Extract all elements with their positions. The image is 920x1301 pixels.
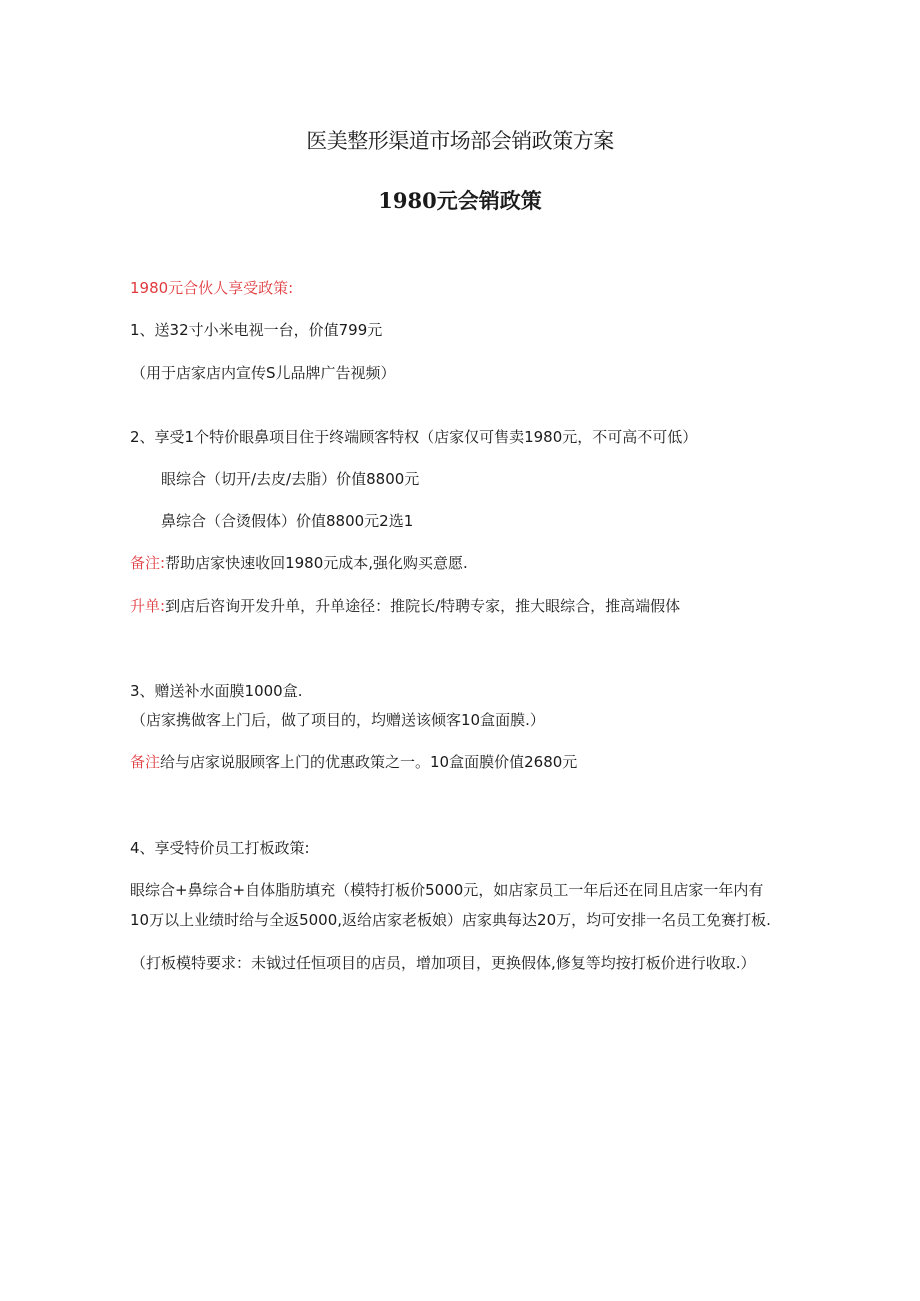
item-4-detail-line-1: 眼综合+鼻综合+自体脂肪填充（模特打板价5000元，如店家员工一年后还在同且店家一年内有 [130,881,764,899]
item-2-remark [130,553,468,573]
item-4-staff-policy: 4、享受特价员工打板政策: [130,839,310,857]
item-3-remark [130,752,577,772]
item-2-eye-option: 眼综合（切开/去皮/去脂）价值8800元 [161,470,420,488]
item-3-masks: 3、赠送补水面膜1000盒. [130,682,303,700]
item-2-upsell [130,596,680,616]
item-1-note: （用于店家店内宣传S儿品牌广告视频） [131,364,396,382]
upsell-text: 到店后咨询开发升单，升单途径：推院长/特聘专家，推大眼综合，推高端假体 [165,597,681,615]
remark-text: 帮助店家快速收回1980元成本,强化购买意愿. [165,554,468,572]
remark-text: 给与店家说服顾客上门的优惠政策之一。10盒面膜价值2680元 [160,753,578,771]
item-2-nose-option: 鼻综合（合烫假体）价值8800元2选1 [161,512,414,530]
document-title: 医美整形渠道市场部会销政策方案 [306,129,614,153]
item-4-note: （打板模特要求：未钺过任恒项目的店员，增加项目，更换假体,修复等均按打板价进行收取.） [131,954,756,972]
remark-label: 备注: [130,554,166,572]
document-subtitle: 1980元会销政策 [378,188,542,213]
item-3-note: （店家携做客上门后，做了项目的，均赠送该倾客10盒面膜.） [131,711,545,729]
upsell-label: 升单: [130,597,166,615]
item-4-detail-line-2: 10万以上业绩时给与全返5000,返给店家老板娘）店家典每达20万，均可安排一名员工免赛打板. [130,911,771,929]
item-2-special-project: 2、享受1个特价眼鼻项目住于终端顾客特权（店家仅可售卖1980元，不可高不可低） [130,428,698,446]
remark-label: 备注 [130,753,161,771]
item-1-tv: 1、送32寸小米电视一台，价值799元 [130,321,383,339]
partner-heading: 1980元合伙人享受政策: [130,279,294,297]
